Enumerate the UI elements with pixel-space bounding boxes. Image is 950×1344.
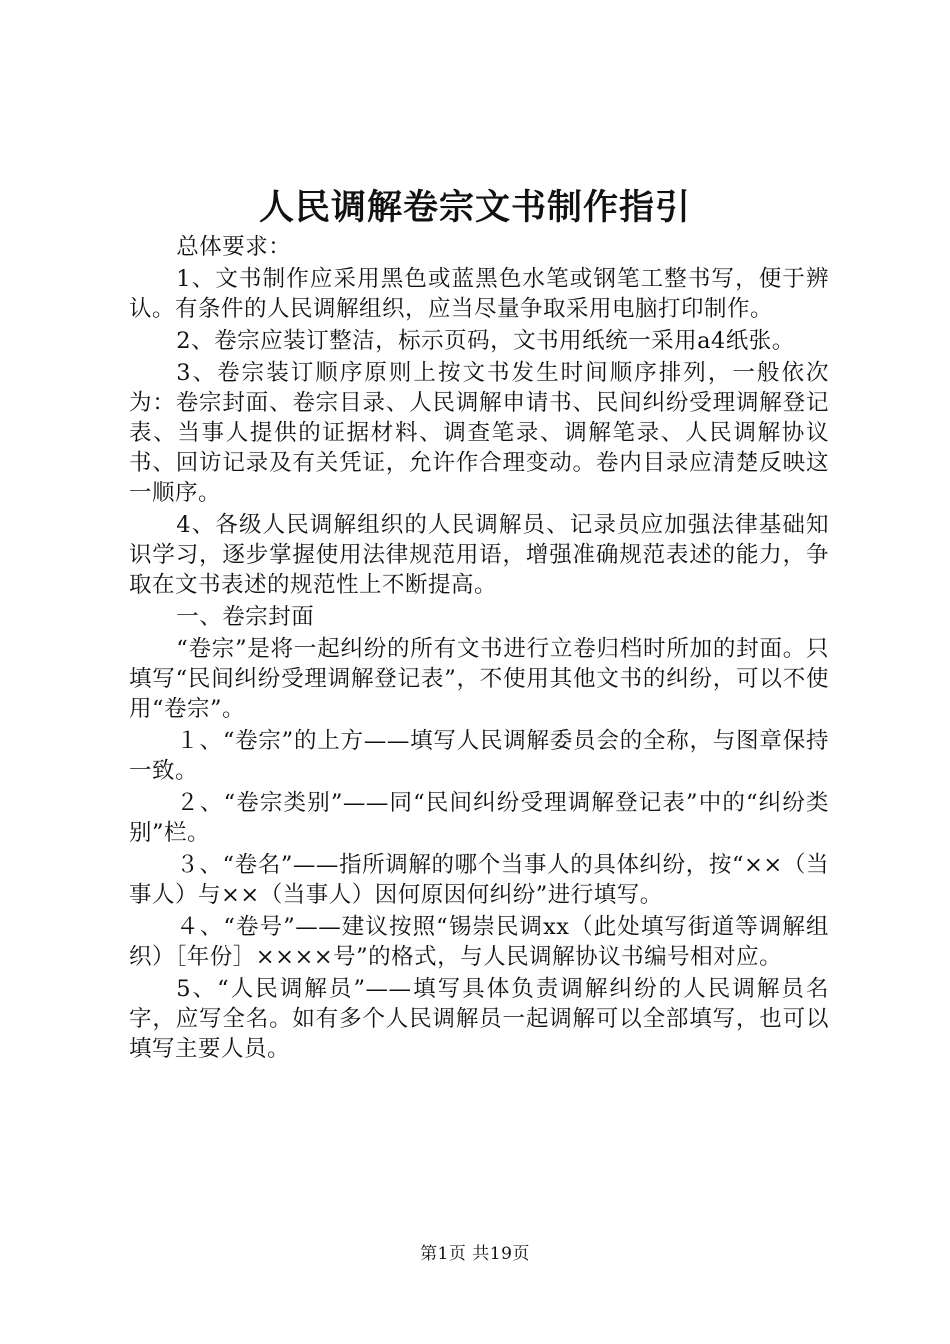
requirement-paragraph-4: 4、各级人民调解组织的人民调解员、记录员应加强法律基础知识学习，逐步掌握使用法律规范用语，增强准确规范表述的能力，争取在文书表述的规范性上不断提高。	[129, 512, 829, 598]
cover-item-1: １、“卷宗”的上方——填写人民调解委员会的全称，与图章保持一致。	[129, 728, 829, 784]
cover-intro-paragraph: “卷宗”是将一起纠纷的所有文书进行立卷归档时所加的封面。只填写“民间纠纷受理调解登记表”，不使用其他文书的纠纷，可以不使用“卷宗”。	[129, 636, 829, 722]
document-title: 人民调解卷宗文书制作指引	[258, 187, 691, 228]
section-heading-cover: 一、卷宗封面	[176, 604, 315, 630]
cover-item-4: ４、“卷号”——建议按照“锡崇民调xx（此处填写街道等调解组织）［年份］××××号”的格式，与人民调解协议书编号相对应。	[129, 914, 829, 970]
requirement-paragraph-3: 3、卷宗装订顺序原则上按文书发生时间顺序排列，一般依次为：卷宗封面、卷宗目录、人民调解申请书、民间纠纷受理调解登记表、当事人提供的证据材料、调查笔录、调解笔录、人民调解协议书、回访记录及有关凭证，允许作合理变动。卷内目录应清楚反映这一顺序。	[129, 360, 829, 506]
general-requirements-heading: 总体要求：	[176, 234, 292, 260]
page-footer: 第1页 共19页	[420, 1244, 530, 1264]
document-body	[129, 232, 829, 1066]
cover-item-5: 5、“人民调解员”——填写具体负责调解纠纷的人民调解员名字，应写全名。如有多个人民调解员一起调解可以全部填写，也可以填写主要人员。	[129, 976, 829, 1062]
cover-item-2: ２、“卷宗类别”——同“民间纠纷受理调解登记表”中的“纠纷类别”栏。	[129, 790, 829, 846]
cover-item-3: ３、“卷名”——指所调解的哪个当事人的具体纠纷，按“××（当事人）与××（当事人）因何原因何纠纷”进行填写。	[129, 852, 829, 908]
requirement-paragraph-1: 1、文书制作应采用黑色或蓝黑色水笔或钢笔工整书写，便于辨认。有条件的人民调解组织，应当尽量争取采用电脑打印制作。	[129, 266, 829, 322]
requirement-paragraph-2: 2、卷宗应装订整洁，标示页码，文书用纸统一采用a4纸张。	[176, 328, 795, 354]
